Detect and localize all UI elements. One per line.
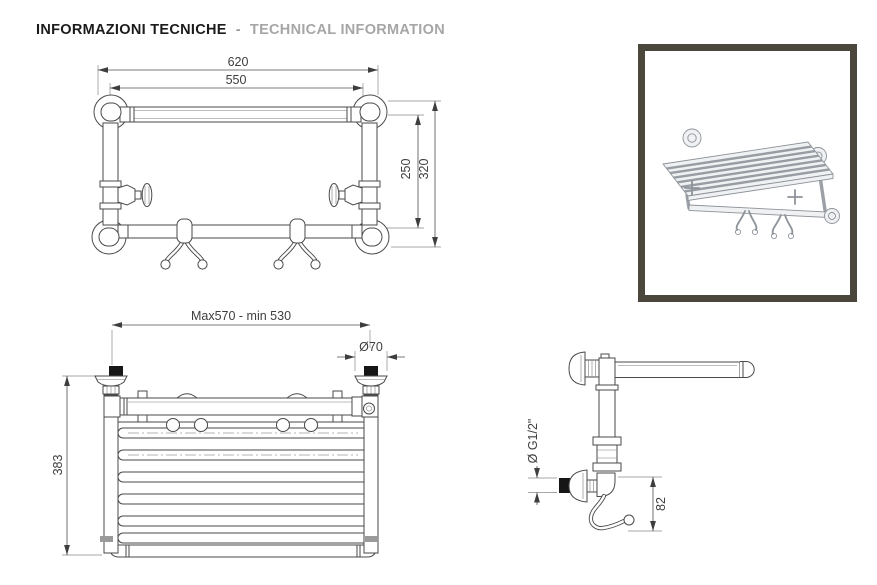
top-wall-flange	[569, 352, 599, 385]
side-view-drawing	[490, 340, 780, 585]
photo-hook-right	[771, 215, 793, 239]
product-photo-frame	[638, 44, 857, 302]
union-collar	[359, 181, 380, 187]
union-collar	[359, 203, 380, 209]
top-towel-bar	[120, 107, 361, 122]
union-collar	[100, 203, 121, 209]
right-side-pipe	[364, 395, 378, 553]
shelf-body	[110, 422, 376, 557]
union-collar	[100, 181, 121, 187]
dim-label-550: 550	[225, 73, 247, 87]
wall-bracket-right	[355, 366, 387, 394]
dimension-550	[110, 73, 363, 102]
top-view-drawing	[40, 305, 460, 583]
rail-clip	[138, 415, 147, 422]
hook-slider	[177, 394, 197, 398]
vertical-pipe	[593, 385, 621, 471]
tube-cap	[101, 103, 121, 121]
hook-ball	[167, 419, 180, 432]
photo-flange-bottom-right	[825, 209, 840, 224]
title-italian: INFORMAZIONI TECNICHE	[36, 22, 227, 38]
rail-clip	[333, 391, 342, 398]
right-valve	[329, 184, 362, 207]
bottom-elbow	[597, 473, 615, 497]
hook-ball	[305, 419, 318, 432]
photo-flange-top-left	[683, 129, 701, 147]
front-view-drawing	[50, 55, 450, 290]
right-riser-pipe	[362, 123, 377, 225]
rail-clip	[333, 415, 342, 422]
title-separator: -	[235, 22, 241, 38]
bottom-hook-bar	[118, 225, 362, 238]
title-english: TECHNICAL INFORMATION	[249, 22, 445, 38]
photo-lower-rail	[689, 205, 828, 218]
dim-label-70: Ø70	[359, 340, 383, 354]
dim-label-320: 320	[417, 158, 431, 180]
page-title	[36, 22, 445, 38]
dimension-thread	[526, 419, 557, 505]
top-tee-fitting	[599, 354, 615, 385]
horizontal-bar	[615, 362, 754, 378]
left-foot-clip	[100, 536, 113, 542]
hook-ball	[195, 419, 208, 432]
right-foot-clip	[365, 536, 378, 542]
bottom-wall-flange	[559, 470, 597, 502]
hook-ball	[277, 419, 290, 432]
tube-cap	[99, 228, 119, 246]
rail-knob	[364, 403, 375, 414]
dim-label-250: 250	[399, 158, 413, 180]
photo-right-valve	[788, 190, 802, 204]
left-side-pipe	[104, 395, 118, 553]
side-hook	[591, 496, 634, 528]
dim-label-620: 620	[227, 55, 249, 69]
dim-label-383: 383	[51, 454, 65, 476]
wall-bracket-left	[95, 366, 127, 394]
tube-cap	[360, 103, 380, 121]
rail-clip	[138, 391, 147, 398]
photo-hook-left	[735, 211, 757, 235]
tube-cap	[362, 228, 382, 246]
left-valve	[118, 184, 152, 207]
dimension-320	[388, 101, 441, 247]
photo-shelf	[663, 142, 833, 201]
dimension-adjustable-width	[112, 309, 370, 365]
dim-label-82: 82	[654, 497, 668, 511]
dim-label-max570: Max570 - min 530	[190, 309, 292, 323]
hook-slider	[287, 394, 307, 398]
dimension-depth	[51, 376, 102, 555]
dim-label-g12: Ø G1/2"	[526, 418, 540, 464]
left-riser-pipe	[103, 123, 118, 225]
product-photo	[645, 51, 850, 295]
